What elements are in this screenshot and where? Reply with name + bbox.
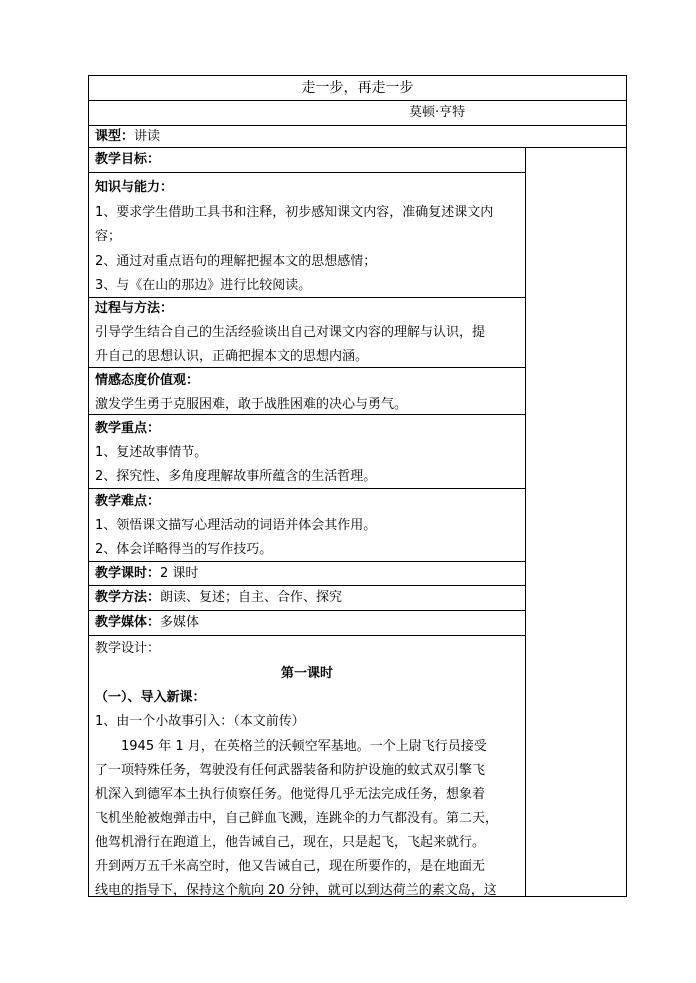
course-type-value: 讲读 xyxy=(134,129,161,144)
story-line: 他驾机滑行在跑道上，他告诫自己，现在，只是起飞，飞起来就行。 xyxy=(95,835,486,850)
title-row xyxy=(89,76,626,101)
difficulties-line: 1、领悟课文描写心理活动的词语并体会其作用。 xyxy=(95,518,377,533)
media xyxy=(95,615,199,631)
lesson-plan-table xyxy=(88,75,627,897)
emotion-heading: 情感态度价值观： xyxy=(95,373,200,388)
key-points-line: 2、探究性、多角度理解故事所蕴含的生活哲理。 xyxy=(95,469,377,484)
key-points-heading: 教学重点： xyxy=(95,421,161,436)
emotion-line: 激发学生勇于克服困难，敢于战胜困难的决心与勇气。 xyxy=(95,397,408,412)
key-points-section xyxy=(89,415,525,489)
author-name: 莫顿·亨特 xyxy=(409,105,466,120)
knowledge-section xyxy=(89,173,525,298)
knowledge-line: 容； xyxy=(95,229,122,244)
design-section xyxy=(89,636,525,896)
methods-value: 朗读、复述；自主、合作、探究 xyxy=(160,590,343,605)
knowledge-line: 2、通过对重点语句的理解把握本文的思想感情； xyxy=(95,254,377,269)
hours-value: 2 课时 xyxy=(160,566,199,581)
difficulties-section xyxy=(89,489,525,562)
story-line: 飞机坐舱被炮弹击中，自己鲜血飞溅，连跳伞的力气都没有。第二天， xyxy=(95,811,499,826)
course-type-label: 课型： xyxy=(95,129,135,144)
course-type-row xyxy=(89,126,626,148)
difficulties-heading: 教学难点： xyxy=(95,494,161,509)
lesson-title: 第一课时 xyxy=(280,666,333,681)
story-line: 线电的指导下，保持这个航向 20 分钟，就可以到达荷兰的素文岛，这 xyxy=(95,883,497,898)
process-heading: 过程与方法： xyxy=(95,301,174,316)
story-line: 升到两万五千米高空时，他又告诫自己，现在所要作的，是在地面无 xyxy=(95,859,486,874)
knowledge-heading: 知识与能力： xyxy=(95,180,174,195)
story-line: 机深入到德军本土执行侦察任务。他觉得几乎无法完成任务，想象着 xyxy=(95,787,486,802)
story-line: 了一项特殊任务，驾驶没有任何武器装备和防护设施的蚊式双引擎飞 xyxy=(95,763,486,778)
knowledge-line: 3、与《在山的那边》进行比较阅读。 xyxy=(95,278,312,293)
page-title: 走一步，再走一步 xyxy=(301,80,414,96)
media-value: 多媒体 xyxy=(160,615,200,630)
hours-row xyxy=(89,562,525,586)
methods-label: 教学方法： xyxy=(95,590,161,605)
course-type xyxy=(95,129,160,145)
methods-row xyxy=(89,586,525,611)
author-row xyxy=(89,101,626,126)
section-title: （一）、导入新课： xyxy=(95,690,206,705)
media-row xyxy=(89,611,525,636)
objectives-row xyxy=(89,148,525,173)
intro-line: 1、由一个小故事引入：（本文前传） xyxy=(95,714,305,729)
process-section xyxy=(89,298,525,368)
right-column-divider xyxy=(525,148,526,896)
methods xyxy=(95,590,342,606)
story-line: 1945 年 1 月，在英格兰的沃顿空军基地。一个上尉飞行员接受 xyxy=(95,739,487,754)
objectives-heading: 教学目标： xyxy=(95,152,161,167)
media-label: 教学媒体： xyxy=(95,615,161,630)
process-line: 升自己的思想认识，正确把握本文的思想内涵。 xyxy=(95,349,369,364)
hours xyxy=(95,566,198,582)
key-points-line: 1、复述故事情节。 xyxy=(95,445,208,460)
knowledge-line: 1、要求学生借助工具书和注释，初步感知课文内容，准确复述课文内 xyxy=(95,205,494,220)
emotion-section xyxy=(89,368,525,415)
design-heading: 教学设计： xyxy=(95,641,161,656)
difficulties-line: 2、体会详略得当的写作技巧。 xyxy=(95,542,273,557)
hours-label: 教学课时： xyxy=(95,566,161,581)
process-line: 引导学生结合自己的生活经验谈出自己对课文内容的理解与认识，提 xyxy=(95,325,486,340)
